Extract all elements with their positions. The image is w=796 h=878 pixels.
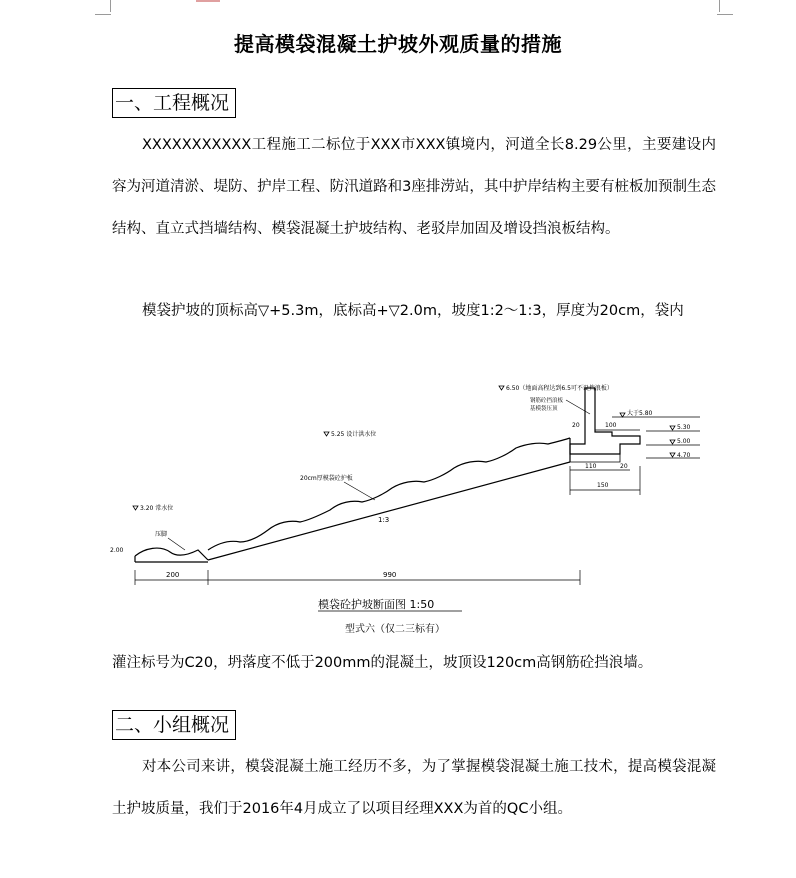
section-heading-overview: 一、工程概况 xyxy=(112,88,236,118)
elevation-markers xyxy=(133,386,700,510)
label-elev-580: 大于5.80 xyxy=(627,410,653,417)
page-header-strip xyxy=(110,0,720,12)
cross-section-figure xyxy=(100,370,740,640)
label-elev-500: 5.00 xyxy=(677,438,691,445)
paragraph-team: 对本公司来讲，模袋混凝土施工经历不多，为了掌握模袋混凝土施工技术，提高模袋混凝土护坡质量，我们于2016年4月成立了以项目经理XXX为首的QC小组。 xyxy=(112,759,716,817)
callout-leaders xyxy=(168,400,590,550)
label-toe: 压脚 xyxy=(155,531,168,538)
label-slope: 1:3 xyxy=(378,516,390,524)
label-elev-470: 4.70 xyxy=(677,452,691,459)
crop-mark-left xyxy=(95,14,111,15)
header-mark xyxy=(196,0,220,2)
dim-100: 100 xyxy=(605,422,617,429)
crop-mark-right xyxy=(717,14,733,15)
dim-150: 150 xyxy=(597,482,609,489)
figure-caption: 模袋砼护坡断面图 1:50 xyxy=(318,598,435,611)
dim-110: 110 xyxy=(585,463,597,470)
label-elev-530: 5.30 xyxy=(677,424,691,431)
dim-20-top: 20 xyxy=(572,422,580,429)
dim-990: 990 xyxy=(383,571,397,579)
label-wall-note-2: 基模袋压顶 xyxy=(530,406,558,412)
dimension-lines xyxy=(135,430,640,585)
dim-20-bot: 20 xyxy=(620,463,628,470)
paragraph-overview: XXXXXXXXXXX工程施工二标位于XXX市XXX镇境内，河道全长8.29公里，主要建设内容为河道清淤、堤防、护岸工程、防汛道路和3座排涝站，其中护岸结构主要有桩板加预制生态结构、直立式挡墙结构、模袋混凝土护坡结构、老驳岸加固及增设挡浪板结构。 xyxy=(112,137,716,237)
paragraph-concrete-spec: 灌注标号为C20，坍落度不低于200mm的混凝土，坡顶设120cm高钢筋砼挡浪墙。 xyxy=(112,655,653,671)
label-bottom-elev: 2.00 xyxy=(110,547,124,554)
dim-200: 200 xyxy=(166,571,180,579)
label-wall-note-1: 钢筋砼挡浪板 xyxy=(530,398,564,404)
label-design-level: 5.25 设计洪水位 xyxy=(331,431,377,438)
figure-subcaption: 型式六（仅二三标有） xyxy=(345,624,445,635)
section-heading-team: 二、小组概况 xyxy=(112,710,236,740)
document-title: 提高模袋混凝土护坡外观质量的措施 xyxy=(234,32,562,56)
label-slab-note: 20cm厚模袋砼护板 xyxy=(300,475,353,482)
paragraph-slope-spec: 模袋护坡的顶标高▽+5.3m，底标高+▽2.0m，坡度1:2～1:3，厚度为20cm，袋内 xyxy=(142,303,684,319)
label-top-elev: 6.50（地面高程达到6.5可不设挡浪板） xyxy=(506,385,613,392)
slope-profile xyxy=(135,438,570,562)
label-normal-level: 3.20 常水位 xyxy=(140,505,174,512)
